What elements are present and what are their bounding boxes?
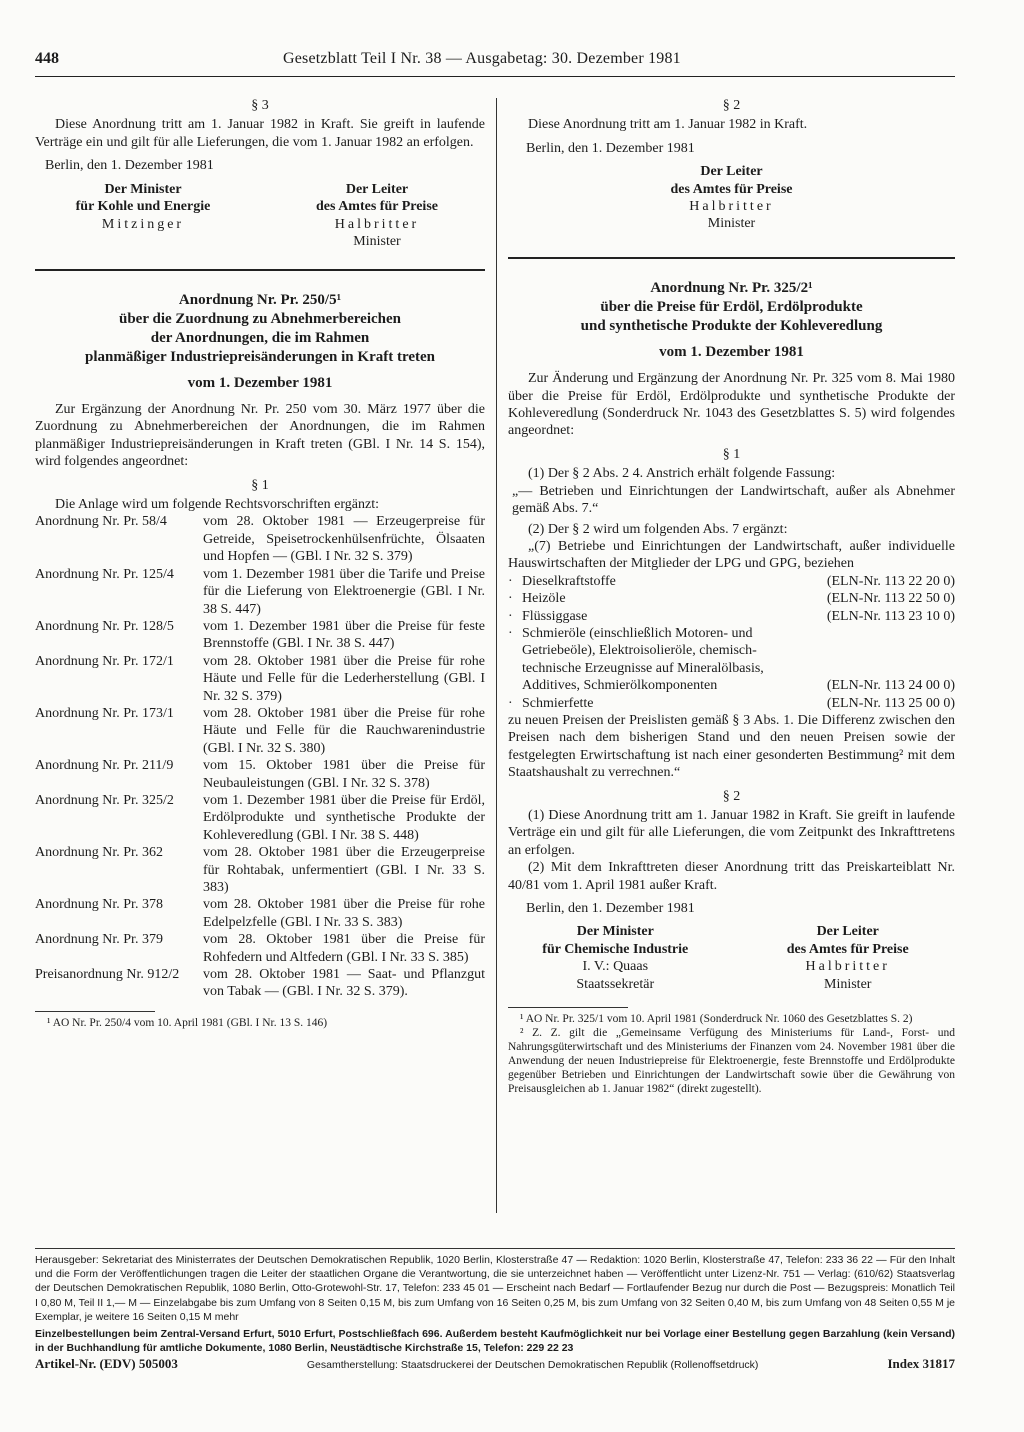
signatory-role: Staatssekretär: [576, 976, 655, 992]
regulation-description: vom 15. Oktober 1981 über die Preise für Neubauleistungen (GBl. I Nr. 32 S. 378): [203, 758, 485, 791]
regulation-entry: [35, 757, 485, 792]
eln-number: (ELN-Nr. 113 25 00 0): [826, 695, 955, 711]
footnote: ¹ AO Nr. Pr. 325/1 vom 10. April 1981 (Sonderdruck Nr. 1060 des Gesetzblattes S. 2): [520, 1013, 913, 1026]
regulation-entry: [35, 931, 485, 966]
signature-title: des Amtes für Preise: [316, 199, 438, 215]
place-date: Berlin, den 1. Dezember 1981: [526, 901, 695, 917]
product-item: [508, 608, 955, 625]
column-divider: [496, 98, 497, 1213]
product-name: Dieselkraftstoffe: [522, 573, 616, 589]
signatory-name: Halbritter: [805, 959, 890, 975]
paragraph: zu neuen Preisen der Preislisten gemäß § 3 Abs. 1. Die Differenz zwischen den Preisen nach dem bisherigen Stand und den neuen Preisen sowie der festgelegten Erwirtschaftung ist nach einer gesonderten Bestimmung² mit dem Staatshaushalt zu verrechnen.“: [508, 712, 955, 781]
section-heading: § 2: [722, 788, 741, 804]
regulation-number: Anordnung Nr. Pr. 125/4: [35, 566, 174, 582]
signatory-role: Minister: [353, 234, 401, 250]
signature-title: für Kohle und Energie: [75, 199, 211, 215]
regulation-number: Anordnung Nr. Pr. 128/5: [35, 618, 174, 634]
regulation-description: vom 28. Oktober 1981 über die Preise für rohe Häute und Felle für die Rauchwarenindustrie (GBl. I Nr. 32 S. 380): [203, 705, 485, 756]
article-number: Artikel-Nr. (EDV) 505003: [35, 1356, 178, 1372]
eln-number: (ELN-Nr. 113 22 20 0): [826, 573, 955, 589]
intro-paragraph: Zur Ergänzung der Anordnung Nr. Pr. 250 vom 30. März 1977 über die Zuordnung zu Abnehmerbereichen der Anordnungen, die im Rahmen planmäßiger Industriepreisänderungen in Kraft treten (GBl. I Nr. 14 S. 154), wird folgendes angeordnet:: [35, 402, 485, 470]
regulation-entry: [35, 653, 485, 705]
signature-title: Der Leiter: [345, 181, 409, 197]
paragraph: (1) Diese Anordnung tritt am 1. Januar 1982 in Kraft. Sie greift in laufende Verträge ein und gilt für alle Lieferungen, die vom Zeitpunkt des Inkrafttretens an erfolgen.: [508, 808, 955, 858]
signature-block: [35, 181, 485, 251]
eln-number: (ELN-Nr. 113 24 00 0): [826, 678, 955, 694]
regulation-description: vom 28. Oktober 1981 — Erzeugerpreise für Getreide, Speisetrockenhülsenfrüchte, Ölsaaten und Hopfen — (GBl. I Nr. 32 S. 379): [203, 514, 485, 565]
regulation-description: vom 1. Dezember 1981 über die Tarife und Preise für die Lieferung von Elektroenergie (GBl. I Nr. 38 S. 447): [203, 566, 485, 617]
title-line: Anordnung Nr. Pr. 325/2¹: [650, 279, 813, 296]
regulation-number: Anordnung Nr. Pr. 325/2: [35, 792, 174, 808]
regulation-description: vom 28. Oktober 1981 über die Erzeugerpreise für Rohtabak, unfermentiert (GBl. I Nr. 33 S. 383): [203, 845, 485, 895]
regulation-number: Anordnung Nr. Pr. 173/1: [35, 705, 174, 721]
product-name: Flüssiggase: [522, 608, 588, 624]
imprint-order-info: Einzelbestellungen beim Zentral-Versand Erfurt, 5010 Erfurt, Postschließfach 696. Außerdem besteht Kaufmöglichkeit nur bei Vorlage einer Bestellung gegen Barzahlung (kein Versand) in der Buchhandlung für amtliche Dokumente, 1080 Berlin, Neustädtische Kirchstraße 15, Telefon: 229 22 23: [35, 1328, 955, 1355]
regulation-number: Preisanordnung Nr. 912/2: [35, 967, 180, 983]
product-item: [508, 573, 955, 590]
signature-right: [740, 923, 955, 993]
paragraph: (2) Mit dem Inkrafttreten dieser Anordnung tritt das Preiskarteiblatt Nr. 40/81 vom 1. April 1981 außer Kraft.: [508, 860, 955, 893]
regulation-entry: [35, 513, 485, 565]
document-title: [508, 279, 955, 336]
product-list: [508, 573, 955, 712]
signatory-name: I. V.: Quaas: [582, 959, 649, 975]
signature-title: Der Minister: [104, 181, 182, 197]
signatory-name: Halbritter: [334, 216, 420, 232]
title-line: Anordnung Nr. Pr. 250/5¹: [178, 291, 342, 308]
page-header: [35, 50, 955, 76]
regulation-description: vom 28. Oktober 1981 über die Preise für Rohfedern und Altfedern (GBl. I Nr. 33 S. 385): [203, 932, 485, 965]
place-date: Berlin, den 1. Dezember 1981: [526, 140, 695, 156]
regulation-description: vom 1. Dezember 1981 über die Preise für Erdöl, Erdölprodukte und synthetische Produkte der Kohleveredlung (GBl. I Nr. 38 S. 448): [203, 792, 485, 843]
regulation-entry: [35, 566, 485, 618]
page-number: 448: [35, 50, 59, 67]
product-item: [508, 590, 955, 607]
footnote-rule: [35, 1011, 155, 1012]
place-date: Berlin, den 1. Dezember 1981: [45, 158, 214, 174]
regulation-entry: [35, 705, 485, 757]
regulation-description: vom 1. Dezember 1981 über die Preise für feste Brennstoffe (GBl. I Nr. 38 S. 447): [203, 618, 485, 652]
signature-block: [508, 923, 955, 993]
bullet-icon: ·: [508, 608, 513, 624]
signature-left: [35, 181, 251, 251]
signature-title: des Amtes für Preise: [786, 941, 909, 957]
paragraph: Diese Anordnung tritt am 1. Januar 1982 in Kraft.: [528, 117, 808, 133]
signature-right: [269, 181, 485, 251]
paragraph: (2) Der § 2 wird um folgenden Abs. 7 ergänzt:: [528, 521, 788, 537]
product-name: Schmieröle (einschließlich Motoren- und Getriebeöle), Elektroisolieröle, chemisch-technische Erzeugnisse auf Mineralölbasis, Additives, Schmierölkomponenten: [522, 625, 764, 694]
quoted-text: „(7) Betriebe und Einrichtungen der Landwirtschaft, außer individuelle Hauswirtschaften der Mitglieder der LPG und GPG, beziehen: [508, 538, 955, 572]
section-heading: § 2: [722, 98, 741, 113]
signatory-role: Minister: [707, 216, 756, 232]
regulation-number: Anordnung Nr. Pr. 362: [35, 845, 163, 861]
document-title: [35, 291, 485, 367]
paragraph: (1) Der § 2 Abs. 2 4. Anstrich erhält folgende Fassung:: [528, 466, 836, 482]
signature-left: [508, 923, 723, 993]
index-number: Index 31817: [887, 1356, 955, 1372]
imprint-bottom-row: [35, 1357, 955, 1372]
imprint-text: Herausgeber: Sekretariat des Ministerrates der Deutschen Demokratischen Republik, 1020 Berlin, Klosterstraße 47 — Redaktion: 1020 Berlin, Klosterstraße 47, Telefon: 233 36 22 — Für den Inhalt und die Form der Veröffentlichungen tragen die Leiter der staatlichen Organe die Verantwortung, die sie unterzeichnet haben — Veröffentlicht unter Lizenz-Nr. 751 — Verlag: (610/62) Staatsverlag der Deutschen Demokratischen Republik, 1080 Berlin, Otto-Grotewohl-Str. 17, Telefon: 233 45 01 — Erscheint nach Bedarf — Fortlaufender Bezug nur durch die Post — Bezugspreis: Monatlich Teil I 0,80 M, Teil II 1,— M — Einzelabgabe bis zum Umfang von 8 Seiten 0,15 M, bis zum Umfang von 16 Seiten 0,25 M, bis zum Umfang von 32 Seiten 0,40 M, bis zum Umfang von 48 Seiten 0,55 M je Exemplar, je weitere 16 Seiten 0,15 M mehr: [35, 1254, 955, 1323]
product-item: [508, 625, 955, 695]
regulation-entry: [35, 844, 485, 896]
document-date: vom 1. Dezember 1981: [187, 374, 333, 391]
product-name: Schmierfette: [522, 695, 594, 711]
printer-info: Gesamtherstellung: Staatsdruckerei der Deutschen Demokratischen Republik (Rollenoffsetdruck): [306, 1359, 759, 1372]
regulation-description: vom 28. Oktober 1981 über die Preise für rohe Häute und Felle für die Lederherstellung (GBl. I Nr. 32 S. 379): [203, 653, 485, 704]
signature-title: Der Leiter: [816, 924, 879, 940]
section-rule: [35, 269, 485, 271]
regulation-entry: [35, 966, 485, 1001]
regulation-number: Anordnung Nr. Pr. 378: [35, 897, 163, 913]
signatory-name: Halbritter: [689, 199, 774, 215]
title-line: über die Preise für Erdöl, Erdölprodukte: [600, 298, 863, 315]
regulation-number: Anordnung Nr. Pr. 58/4: [35, 514, 167, 530]
footnote: ¹ AO Nr. Pr. 250/4 vom 10. April 1981 (GBl. I Nr. 13 S. 146): [47, 1016, 328, 1029]
signatory-role: Minister: [824, 976, 872, 992]
eln-number: (ELN-Nr. 113 23 10 0): [826, 608, 955, 624]
bullet-icon: ·: [508, 573, 513, 589]
signature-title: Der Leiter: [700, 164, 763, 180]
signature-title: des Amtes für Preise: [670, 181, 793, 197]
regulation-entry: [35, 896, 485, 931]
product-item: [508, 695, 955, 712]
bullet-icon: ·: [508, 591, 513, 607]
paragraph: Diese Anordnung tritt am 1. Januar 1982 in Kraft. Sie greift in laufende Verträge ein und gilt für alle Lieferungen, die vom 1. Januar 1982 an erfolgen.: [35, 117, 485, 150]
bullet-icon: ·: [508, 695, 513, 711]
section-rule: [508, 257, 955, 259]
regulation-entry: [35, 792, 485, 844]
paragraph: Die Anlage wird um folgende Rechtsvorschriften ergänzt:: [55, 497, 379, 513]
title-line: planmäßiger Industriepreisänderungen in Kraft treten: [84, 348, 436, 365]
eln-number: (ELN-Nr. 113 22 50 0): [826, 591, 955, 607]
running-title: Gesetzblatt Teil I Nr. 38 — Ausgabetag: 30. Dezember 1981: [283, 50, 681, 67]
signature-title: Der Minister: [576, 924, 654, 940]
document-date: vom 1. Dezember 1981: [659, 343, 804, 360]
header-rule: [35, 76, 955, 77]
section-heading: § 1: [722, 446, 741, 462]
regulation-number: Anordnung Nr. Pr. 379: [35, 932, 163, 948]
bullet-icon: ·: [508, 625, 513, 641]
signature-block: [508, 163, 955, 233]
product-name: Heizöle: [522, 591, 566, 607]
signature-title: für Chemische Industrie: [542, 941, 689, 957]
section-heading: § 1: [251, 477, 269, 493]
regulation-list: [35, 513, 485, 1000]
title-line: und synthetische Produkte der Kohleveredlung: [580, 317, 883, 334]
imprint: [35, 1248, 955, 1373]
signatory-name: Mitzinger: [101, 216, 185, 232]
right-column: [508, 96, 955, 1096]
footnote: ² Z. Z. gilt die „Gemeinsame Verfügung des Ministeriums für Land-, Forst- und Nahrungsgüterwirtschaft und des Ministeriums der Finanzen vom 24. November 1981 über die Anwendung der neuen Industriepreise für Elektroenergie, feste Brennstoffe und Erdölprodukte gegenüber Betrieben und Einrichtungen der Landwirtschaft sowie über die Gewährung von Preisausgleichen ab 1. Januar 1982“ (direkt zugestellt).: [508, 1027, 955, 1096]
regulation-description: vom 28. Oktober 1981 — Saat- und Pflanzgut von Tabak — (GBl. I Nr. 32 S. 379).: [203, 967, 485, 1000]
regulation-number: Anordnung Nr. Pr. 172/1: [35, 653, 174, 669]
regulation-description: vom 28. Oktober 1981 über die Preise für rohe Edelpelzfelle (GBl. I Nr. 33 S. 383): [203, 897, 485, 930]
quoted-text: „— Betrieben und Einrichtungen der Landwirtschaft, außer als Abnehmer gemäß Abs. 7.“: [512, 483, 955, 517]
regulation-number: Anordnung Nr. Pr. 211/9: [35, 758, 174, 774]
intro-paragraph: Zur Änderung und Ergänzung der Anordnung Nr. Pr. 325 vom 8. Mai 1980 über die Preise für Erdöl, Erdölprodukte und synthetische Produkte der Kohleveredlung (Sonderdruck Nr. 1043 des Gesetzblattes S. 5) wird folgendes angeordnet:: [508, 371, 955, 439]
section-heading: § 3: [251, 98, 269, 113]
left-column: [35, 96, 485, 1030]
title-line: über die Zuordnung zu Abnehmerbereichen: [119, 310, 401, 327]
footnote-rule: [508, 1007, 628, 1008]
regulation-entry: [35, 618, 485, 653]
title-line: der Anordnungen, die im Rahmen: [150, 329, 370, 346]
